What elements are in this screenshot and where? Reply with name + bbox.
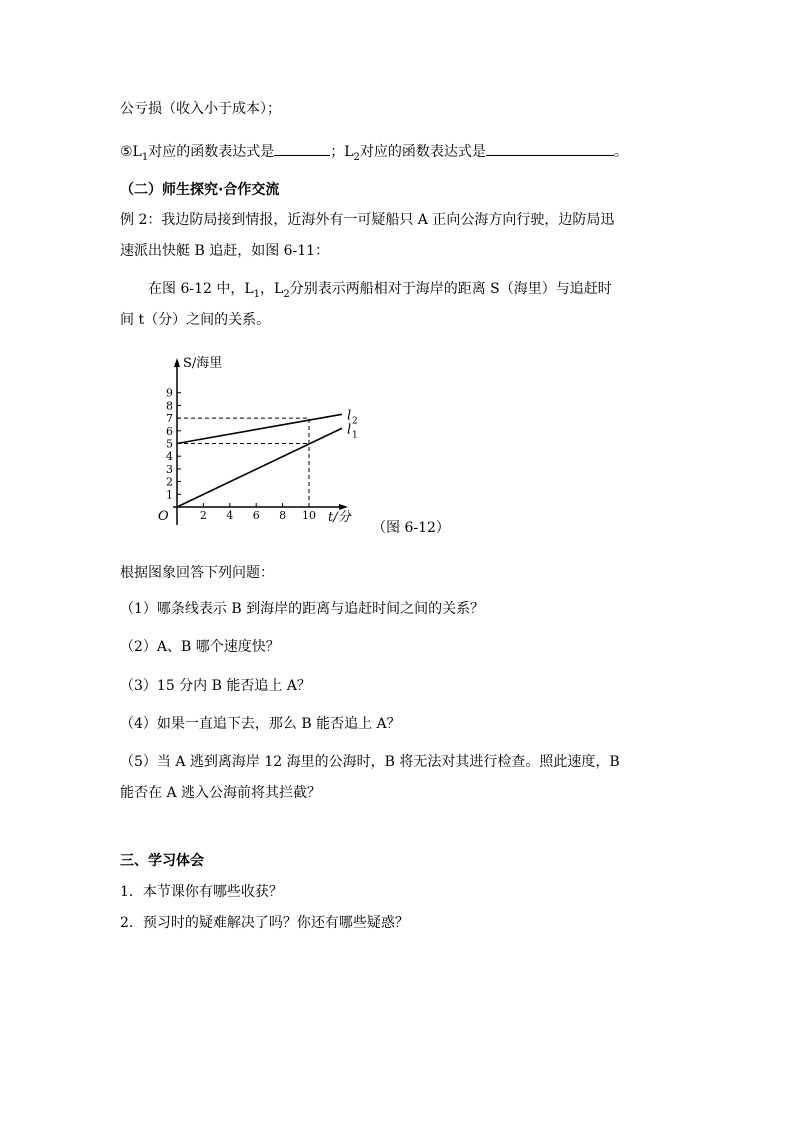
x-tick-label: 10 (302, 509, 316, 522)
section2-title: （二）师生探究·合作交流 (120, 182, 280, 198)
para-c: 分别表示两船相对于海岸的距离 S（海里）与追赶时 (289, 281, 612, 297)
answer-blank-2[interactable] (486, 141, 614, 156)
intro-line: 公亏损（收入小于成本）； (120, 101, 281, 117)
example-line-1: 例 2：我边防局接到情报，近海外有一可疑船只 A 正向公海方向行驶，边防局迅 (120, 212, 615, 228)
x-tick-label: 4 (226, 509, 234, 522)
y-tick-label: 2 (166, 475, 173, 489)
figure-caption: （图 6-12） (372, 520, 450, 536)
distance-time-chart (150, 350, 410, 540)
question-5-line-1: （5）当 A 逃到离海岸 12 海里的公海时，B 将无法对其进行检查。照此速度，B (120, 754, 620, 770)
question-2: （2）A、B 哪个速度快？ (120, 639, 280, 655)
origin-label: O (158, 509, 169, 524)
question-1: （1）哪条线表示 B 到海岸的距离与追赶时间之间的关系？ (120, 601, 485, 617)
y-tick-label: 3 (166, 462, 173, 476)
question-4: （4）如果一直追下去，那么 B 能否追上 A？ (120, 716, 401, 732)
q5-prefix: ⑤L (120, 144, 142, 160)
example-para-line-1 (148, 279, 612, 305)
reflection-2: 2．预习时的疑难解决了吗？你还有哪些疑惑？ (120, 915, 409, 931)
q5-end: 。 (613, 144, 628, 160)
y-axis-arrow (174, 358, 180, 367)
y-tick-label: 5 (166, 437, 173, 451)
y-tick-label: 4 (166, 450, 173, 464)
answer-prompt: 根据图象回答下列问题： (120, 565, 274, 581)
para-sub2: 2 (283, 288, 290, 300)
q5-l1-sub: 1 (141, 151, 149, 163)
q5-sep: ；L (330, 144, 354, 160)
question-5-blanks (120, 141, 628, 168)
example-line-2: 速派出快艇 B 追赶，如图 6-11： (120, 243, 330, 259)
question-5-line-2: 能否在 A 逃入公海前将其拦截？ (120, 785, 322, 801)
x-axis-label: t/分 (328, 510, 351, 525)
series-label-sub-l1: 1 (352, 430, 358, 441)
q5-mid: 对应的函数表达式是 (148, 144, 275, 160)
series-label-l2: l (347, 408, 352, 424)
y-axis-label: S/海里 (183, 356, 223, 371)
question-3: （3）15 分内 B 能否追上 A？ (120, 678, 311, 694)
para-sub1: 1 (253, 288, 261, 300)
reflection-1: 1．本节课你有哪些收获？ (120, 884, 283, 900)
y-tick-label: 6 (166, 424, 173, 438)
x-tick-label: 2 (199, 509, 207, 522)
series-label-sub-l2: 2 (352, 416, 358, 427)
y-tick-label: 1 (166, 488, 173, 502)
q5-l2-sub: 2 (353, 151, 360, 163)
y-tick-label: 8 (166, 399, 173, 413)
series-line-l1 (177, 428, 342, 507)
example-para-line-2: 间 t（分）之间的关系。 (120, 312, 271, 328)
series-label-l1: l (347, 422, 352, 438)
para-b: ，L (260, 281, 284, 297)
x-tick-label: 6 (252, 509, 260, 522)
para-a: 在图 6-12 中，L (148, 281, 254, 297)
q5-suffix: 对应的函数表达式是 (359, 144, 486, 160)
y-tick-label: 9 (166, 386, 173, 400)
section3-title: 三、学习体会 (120, 853, 204, 869)
answer-blank-1[interactable] (274, 141, 330, 156)
y-tick-label: 7 (166, 412, 173, 426)
series-line-l2 (177, 414, 342, 443)
x-tick-label: 8 (279, 509, 287, 522)
